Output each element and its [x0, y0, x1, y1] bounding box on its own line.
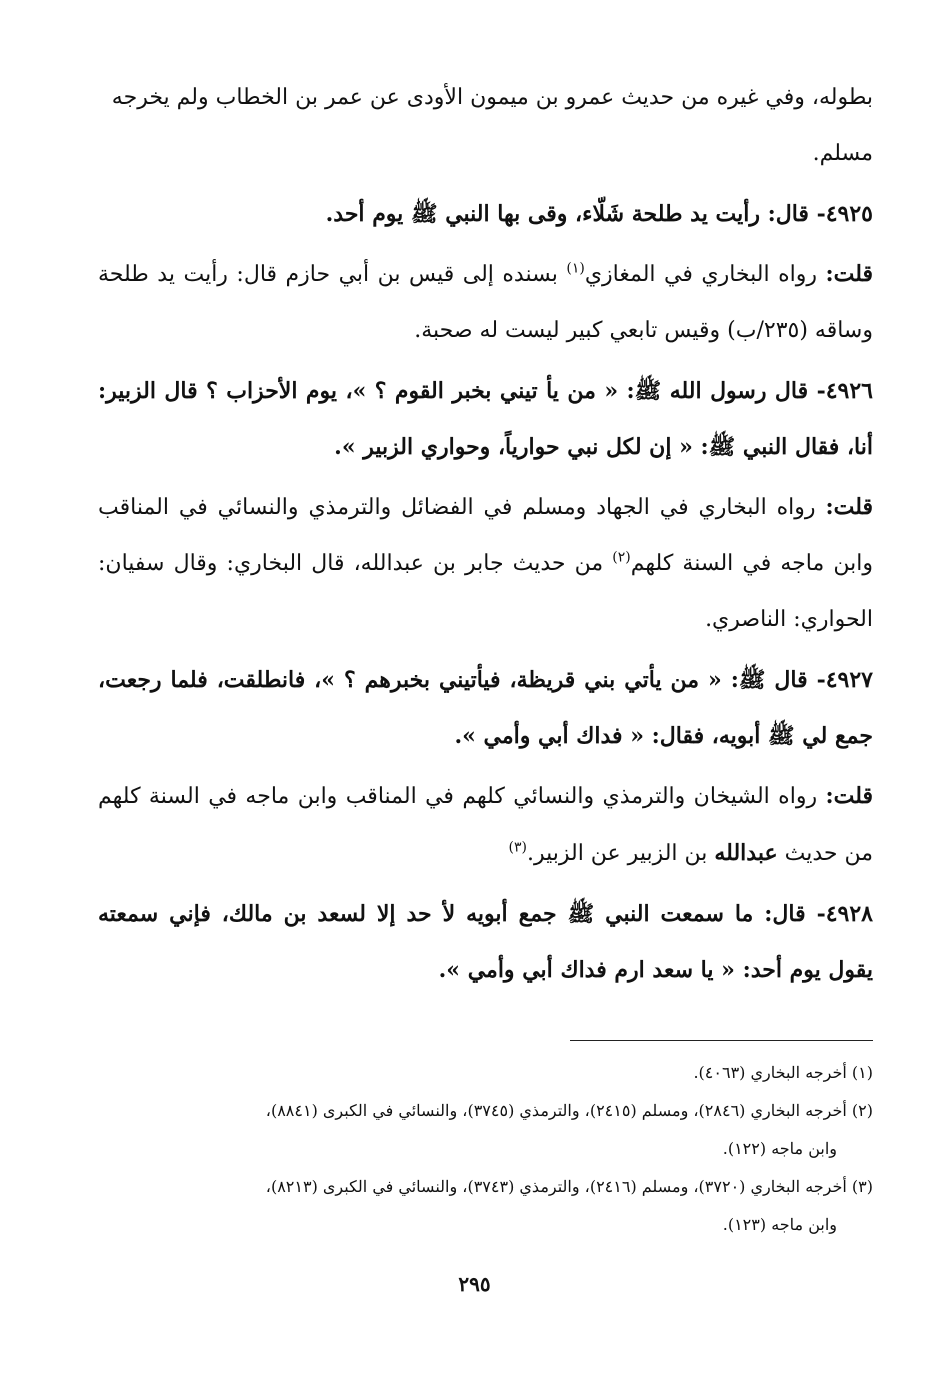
commentary-text-a: رواه البخاري في المغازي [584, 262, 826, 287]
footnote-3-line-1: (٣) أخرجه البخاري (٣٧٢٠)، ومسلم (٢٤١٦)، والترمذي (٣٧٤٣)، والنسائي في الكبرى (٨٢١٣)، [265, 1177, 873, 1196]
hadith-4927 [98, 652, 873, 764]
commentary-4927 [98, 768, 873, 882]
hadith-text: - قال ﷺ: « من يأتي بني قريظة، فيأتيني بخبرهم ؟ »، فانطلقت، فلما رجعت، جمع لي ﷺ أبويه، فقال: « فداك أبي وأمي ». [98, 667, 873, 749]
footnote-2-line-1: (٢) أخرجه البخاري (٢٨٤٦)، ومسلم (٢٤١٥)، والترمذي (٣٧٤٥)، والنسائي في الكبرى (٨٨٤١)، [265, 1101, 873, 1120]
footnote-3-line-2: وابن ماجه (١٢٣). [722, 1215, 837, 1234]
hadith-4925 [98, 186, 873, 242]
footnote-marker: (١) [566, 260, 585, 277]
footnote-2-line-2: وابن ماجه (١٢٢). [722, 1139, 837, 1158]
page-body [98, 70, 873, 1002]
commentary-text-a: رواه البخاري في الجهاد ومسلم في الفضائل والترمذي والنسائي في المناقب وابن ماجه في السنة كلهم [98, 495, 873, 576]
commentary-text-a: رواه الشيخان والترمذي والنسائي كلهم في المناقب وابن ماجه في السنة كلهم من حديث [98, 784, 873, 866]
hadith-text: - قال رسول الله ﷺ: « من يأ تيني بخبر القوم ؟ »، يوم الأحزاب ؟ قال الزبير: أنا، فقال النبي ﷺ: « إن لكل نبي حوارياً، وحواري الزبير ». [98, 378, 873, 460]
hadith-number: ٤٩٢٦ [825, 378, 873, 404]
hadith-number: ٤٩٢٨ [825, 901, 873, 927]
commentary-text-b: بن الزبير عن الزبير. [526, 841, 715, 866]
commentary-text-b: من حديث جابر بن عبدالله، قال البخاري: وقال سفيان: الحواري: الناصري. [98, 551, 873, 632]
narrator-name: عبدالله [714, 840, 778, 866]
hadith-number: ٤٩٢٧ [825, 667, 873, 693]
footnotes [98, 1040, 873, 1244]
commentary-label: قلت: [825, 783, 873, 809]
hadith-4928 [98, 886, 873, 998]
commentary-label: قلت: [825, 494, 873, 520]
commentary-text-b: بسنده إلى قيس بن أبي حازم قال: رأيت يد طلحة وساقه (٢٣٥/ب) وقيس تابعي كبير ليست له صحبة. [98, 262, 873, 343]
page-number: ٢٩٥ [458, 1272, 491, 1296]
commentary-4926 [98, 479, 873, 648]
footnote-marker: (٣) [508, 839, 527, 856]
intro-line-1: بطوله، وفي غيره من حديث عمرو بن ميمون الأودى عن عمر بن الخطاب ولم يخرجه [111, 85, 873, 110]
hadith-text: - قال: ما سمعت النبي ﷺ جمع أبويه لأ حد إلا لسعد بن مالك، فإني سمعته يقول يوم أحد: « يا سعد ارم فداك أبي وأمي ». [98, 901, 873, 983]
hadith-text: - قال: رأيت يد طلحة شَلّاء، وقى بها النبي ﷺ يوم أحد. [325, 201, 826, 227]
hadith-4926 [98, 363, 873, 475]
commentary-label: قلت: [825, 261, 873, 287]
commentary-4925 [98, 246, 873, 359]
footnote-1: (١) أخرجه البخاري (٤٠٦٣). [693, 1063, 873, 1082]
footnote-marker: (٢) [612, 549, 631, 566]
hadith-number: ٤٩٢٥ [825, 201, 873, 227]
intro-line-2: مسلم. [812, 141, 873, 166]
intro-paragraph [98, 70, 873, 182]
